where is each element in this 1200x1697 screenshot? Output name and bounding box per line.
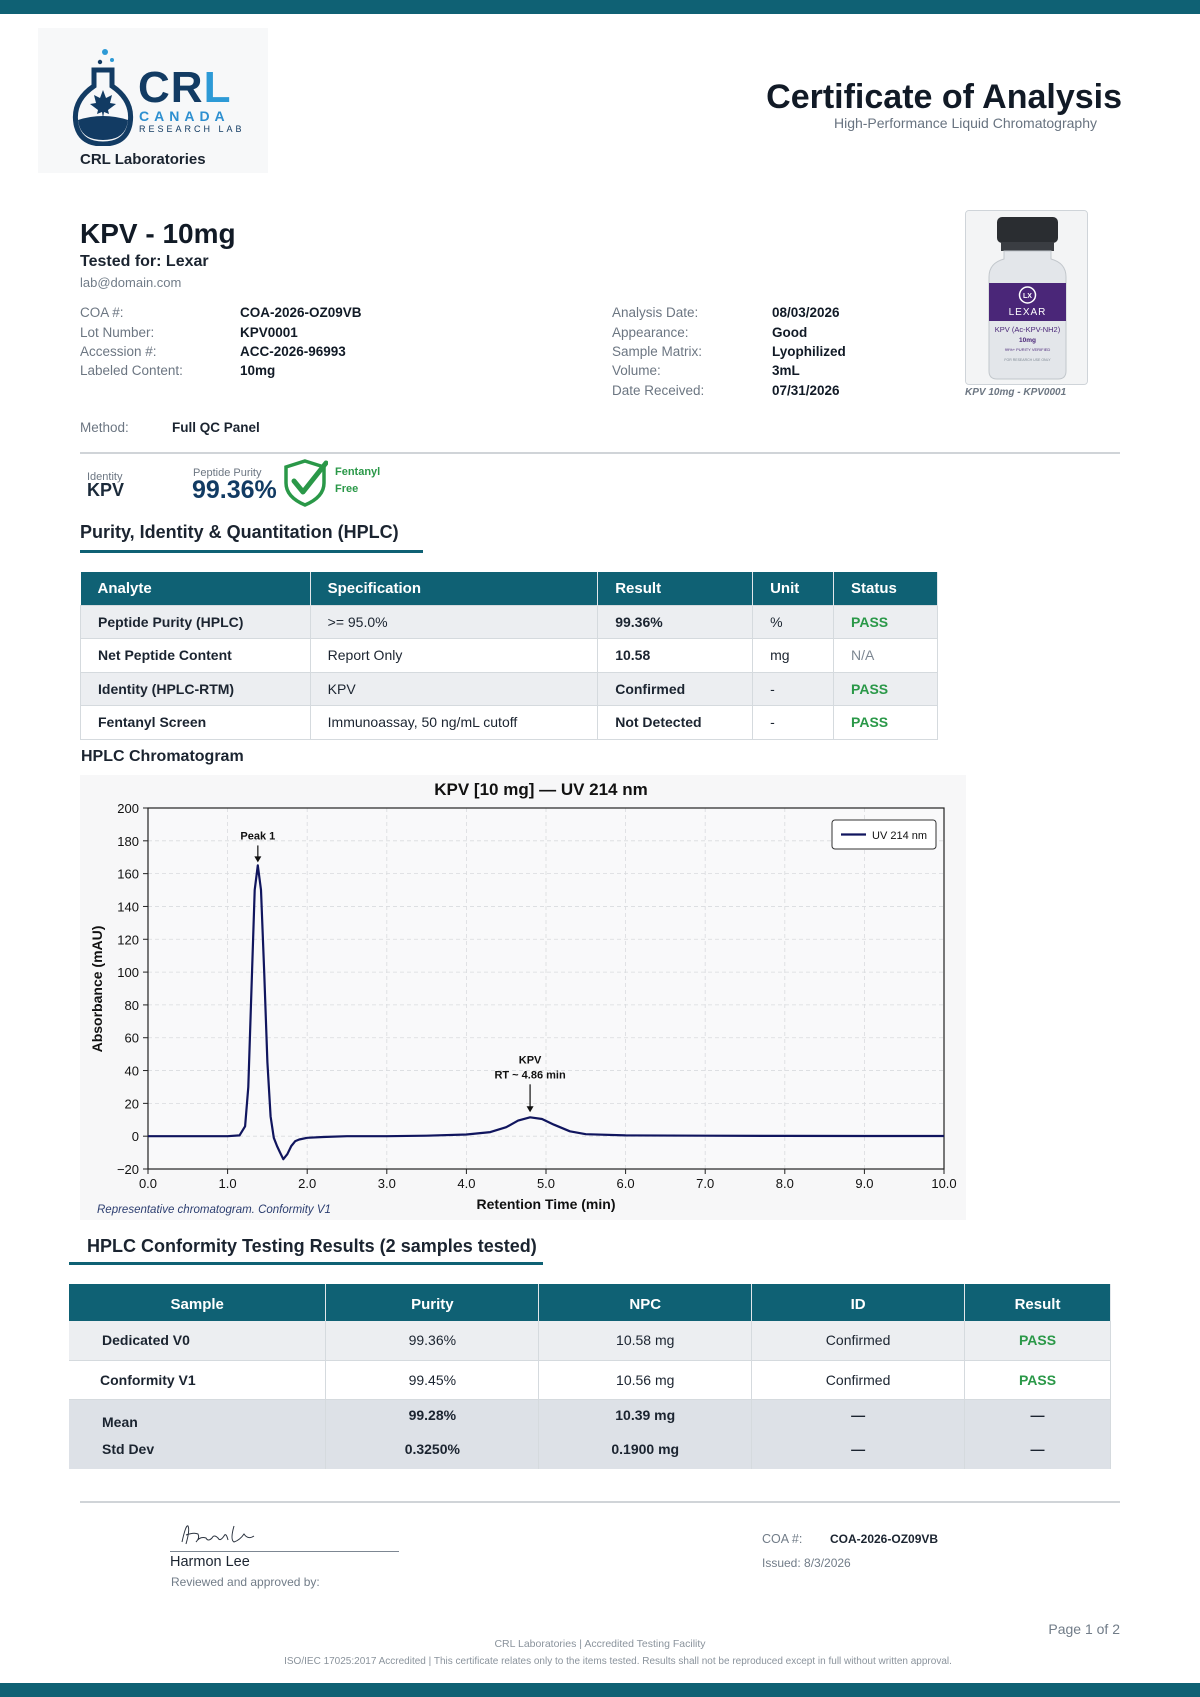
- std-dev-id: —: [752, 1430, 965, 1469]
- y-tick-label: 0: [131, 1129, 139, 1145]
- mean-row: [69, 1399, 1111, 1430]
- vial-verified: 99%+ PURITY VERIFIED: [1004, 347, 1051, 352]
- id-cell: Confirmed: [752, 1321, 965, 1360]
- footer-coa-value: COA-2026-OZ09VB: [830, 1532, 939, 1546]
- sample-cell: Dedicated V0: [69, 1321, 326, 1360]
- column-header: NPC: [539, 1284, 752, 1321]
- logo-line-canada: CANADA: [139, 108, 230, 124]
- y-tick-label: 60: [124, 1030, 139, 1046]
- footer-issued-date: Issued: 8/3/2026: [762, 1556, 851, 1570]
- flask-maple-leaf-icon: [70, 46, 136, 146]
- analyte-cell: Peptide Purity (HPLC): [81, 605, 311, 639]
- product-image-caption: KPV 10mg - KPV0001: [965, 387, 1067, 398]
- peak-1-annotation: Peak 1: [240, 830, 276, 843]
- hplc-section-heading: Purity, Identity & Quantitation (HPLC): [80, 522, 399, 542]
- npc-cell: 10.58 mg: [539, 1321, 752, 1360]
- detail-value-date-received: 07/31/2026: [772, 383, 840, 398]
- x-tick-label: 4.0: [457, 1176, 476, 1191]
- analyte-cell: Net Peptide Content: [81, 639, 311, 673]
- detail-value-sample-matrix: Lyophilized: [772, 344, 846, 359]
- section-underline: [69, 1262, 543, 1265]
- status-badge: N/A: [834, 639, 938, 673]
- peptide-purity-value: 99.36%: [192, 476, 277, 504]
- mean-result: —: [965, 1399, 1111, 1430]
- detail-key: Date Received:: [612, 383, 705, 398]
- analyte-cell: Fentanyl Screen: [81, 706, 311, 740]
- column-header: Unit: [753, 572, 834, 605]
- x-tick-label: 10.0: [931, 1176, 957, 1191]
- y-tick-label: 20: [124, 1096, 139, 1112]
- table-row: [69, 1360, 1111, 1399]
- method-label: Method:: [80, 420, 129, 435]
- unit-cell: -: [753, 706, 834, 740]
- fentanyl-free-line1: Fentanyl: [335, 466, 381, 478]
- table-row: [81, 605, 938, 639]
- table-row: [81, 672, 938, 706]
- document-title: Certificate of Analysis: [766, 78, 1122, 116]
- hplc-results-table: [80, 572, 938, 740]
- status-badge: PASS: [834, 706, 938, 740]
- result-cell: Not Detected: [598, 706, 753, 740]
- column-header: ID: [752, 1284, 965, 1321]
- peptide-purity-label: Peptide Purity: [193, 467, 262, 479]
- detail-value-volume: 3mL: [772, 363, 800, 378]
- mean-id: —: [752, 1399, 965, 1430]
- detail-key: Accession #:: [80, 344, 157, 359]
- signature-line: [170, 1551, 399, 1552]
- mean-label: Mean: [69, 1399, 326, 1430]
- footer-coa-label: COA #:: [762, 1532, 803, 1546]
- id-cell: Confirmed: [752, 1360, 965, 1399]
- fentanyl-free-line2: Free: [335, 483, 359, 495]
- status-badge: PASS: [965, 1360, 1111, 1399]
- x-tick-label: 8.0: [775, 1176, 794, 1191]
- std-dev-purity: 0.3250%: [326, 1430, 539, 1469]
- y-tick-label: 120: [117, 932, 139, 948]
- product-title: KPV - 10mg: [80, 218, 236, 249]
- lab-name: CRL Laboratories: [80, 151, 206, 168]
- detail-value-lot: KPV0001: [240, 325, 298, 340]
- x-axis-label: Retention Time (min): [476, 1196, 616, 1212]
- x-tick-label: 5.0: [536, 1176, 556, 1191]
- footer-line-1: CRL Laboratories | Accredited Testing Facility: [494, 1638, 706, 1650]
- spec-cell: >= 95.0%: [310, 605, 598, 639]
- y-tick-label: 160: [117, 866, 139, 882]
- page-number: Page 1 of 2: [1048, 1621, 1120, 1637]
- detail-value-analysis-date: 08/03/2026: [772, 305, 840, 320]
- legend-label: UV 214 nm: [872, 830, 928, 842]
- x-tick-label: 7.0: [696, 1176, 715, 1191]
- document-subtitle: High-Performance Liquid Chromatography: [833, 115, 1097, 131]
- mean-purity: 99.28%: [326, 1399, 539, 1430]
- purity-cell: 99.45%: [326, 1360, 539, 1399]
- check-shield-icon: [282, 459, 328, 507]
- purity-cell: 99.36%: [326, 1321, 539, 1360]
- column-header: Sample: [69, 1284, 326, 1321]
- table-row: [81, 639, 938, 673]
- x-tick-label: 0.0: [138, 1176, 158, 1191]
- column-header: Purity: [326, 1284, 539, 1321]
- signature-image: [178, 1520, 258, 1550]
- identity-value: KPV: [87, 480, 125, 500]
- logo-wordmark: CRL: [138, 63, 232, 112]
- kpv-rt-annotation: RT ~ 4.86 min: [494, 1069, 566, 1082]
- std-dev-label: Std Dev: [69, 1430, 326, 1469]
- chromatogram-heading: HPLC Chromatogram: [81, 748, 244, 765]
- result-cell: 99.36%: [598, 605, 753, 639]
- signer-role: Reviewed and approved by:: [171, 1575, 320, 1589]
- unit-cell: -: [753, 672, 834, 706]
- top-brand-bar: [0, 0, 1200, 14]
- y-tick-label: 100: [117, 965, 139, 981]
- spec-cell: Report Only: [310, 639, 598, 673]
- x-tick-label: 9.0: [855, 1176, 874, 1191]
- chromatogram-caption: Representative chromatogram. Conformity V1: [97, 1204, 331, 1216]
- detail-key: Lot Number:: [80, 325, 155, 340]
- detail-value-appearance: Good: [772, 325, 808, 340]
- analyte-cell: Identity (HPLC-RTM): [81, 672, 311, 706]
- y-tick-label: 180: [117, 833, 139, 849]
- table-row: [69, 1321, 1111, 1360]
- detail-key: Volume:: [612, 363, 661, 378]
- y-tick-label: 140: [117, 899, 139, 915]
- std-dev-result: —: [965, 1430, 1111, 1469]
- vial-monogram: LX: [1023, 293, 1032, 300]
- table-row: [81, 706, 938, 740]
- vial-brand: LEXAR: [1008, 307, 1047, 318]
- detail-key: Analysis Date:: [612, 305, 699, 320]
- identity-label: Identity: [87, 471, 123, 483]
- client-email: lab@domain.com: [80, 275, 182, 290]
- y-tick-label: −20: [116, 1162, 139, 1177]
- column-header: Result: [598, 572, 753, 605]
- column-header: Specification: [310, 572, 598, 605]
- result-cell: Confirmed: [598, 672, 753, 706]
- chromatogram-svg: [80, 775, 966, 1220]
- mean-npc: 10.39 mg: [539, 1399, 752, 1430]
- npc-cell: 10.56 mg: [539, 1360, 752, 1399]
- divider: [80, 1501, 1120, 1503]
- detail-key: Labeled Content:: [80, 363, 183, 378]
- conformity-heading: HPLC Conformity Testing Results (2 samples tested): [87, 1236, 537, 1256]
- status-badge: PASS: [834, 672, 938, 706]
- plot-area: [148, 808, 944, 1169]
- y-tick-label: 200: [117, 801, 139, 816]
- detail-value-accession: ACC-2026-96993: [240, 344, 346, 359]
- section-underline: [80, 550, 423, 553]
- unit-cell: %: [753, 605, 834, 639]
- x-tick-label: 2.0: [298, 1176, 317, 1191]
- sample-cell: Conformity V1: [69, 1360, 326, 1399]
- kpv-annotation: KPV: [518, 1054, 542, 1067]
- tested-for: Tested for: Lexar: [80, 253, 209, 270]
- result-cell: 10.58: [598, 639, 753, 673]
- detail-value-coa: COA-2026-OZ09VB: [240, 305, 362, 320]
- unit-cell: mg: [753, 639, 834, 673]
- column-header: Result: [965, 1284, 1111, 1321]
- vial-dose: 10mg: [1019, 337, 1036, 344]
- status-badge: PASS: [965, 1321, 1111, 1360]
- y-tick-label: 80: [124, 997, 139, 1013]
- detail-value-labeled-content: 10mg: [240, 363, 276, 378]
- x-tick-label: 6.0: [616, 1176, 635, 1191]
- std-dev-npc: 0.1900 mg: [539, 1430, 752, 1469]
- vial-product-name: KPV (Ac-KPV-NH2): [994, 325, 1061, 334]
- logo-line-research-lab: RESEARCH LAB: [139, 124, 245, 134]
- chromatogram-chart: [80, 775, 966, 1220]
- method-value: Full QC Panel: [172, 420, 260, 435]
- detail-key: Appearance:: [612, 325, 689, 340]
- spec-cell: KPV: [310, 672, 598, 706]
- detail-key: COA #:: [80, 305, 124, 320]
- x-tick-label: 3.0: [377, 1176, 396, 1191]
- bottom-brand-bar: [0, 1683, 1200, 1697]
- spec-cell: Immunoassay, 50 ng/mL cutoff: [310, 706, 598, 740]
- signer-name: Harmon Lee: [170, 1554, 250, 1570]
- column-header: Status: [834, 572, 938, 605]
- y-axis-label: Absorbance (mAU): [89, 925, 105, 1053]
- std-dev-row: [69, 1430, 1111, 1469]
- footer-line-2: ISO/IEC 17025:2017 Accredited | This certificate relates only to the items tested. Results shall not be reproduced except in full without written approval.: [284, 1656, 952, 1667]
- y-tick-label: 40: [124, 1063, 139, 1079]
- vial-note: FOR RESEARCH USE ONLY: [1004, 358, 1051, 362]
- x-tick-label: 1.0: [218, 1176, 237, 1191]
- vial-icon: [966, 211, 1088, 385]
- conformity-table: [69, 1284, 1111, 1469]
- detail-key: Sample Matrix:: [612, 344, 703, 359]
- status-badge: PASS: [834, 605, 938, 639]
- divider: [80, 452, 1120, 454]
- product-image: [965, 210, 1088, 385]
- chart-title: KPV [10 mg] — UV 214 nm: [434, 780, 648, 799]
- column-header: Analyte: [81, 572, 311, 605]
